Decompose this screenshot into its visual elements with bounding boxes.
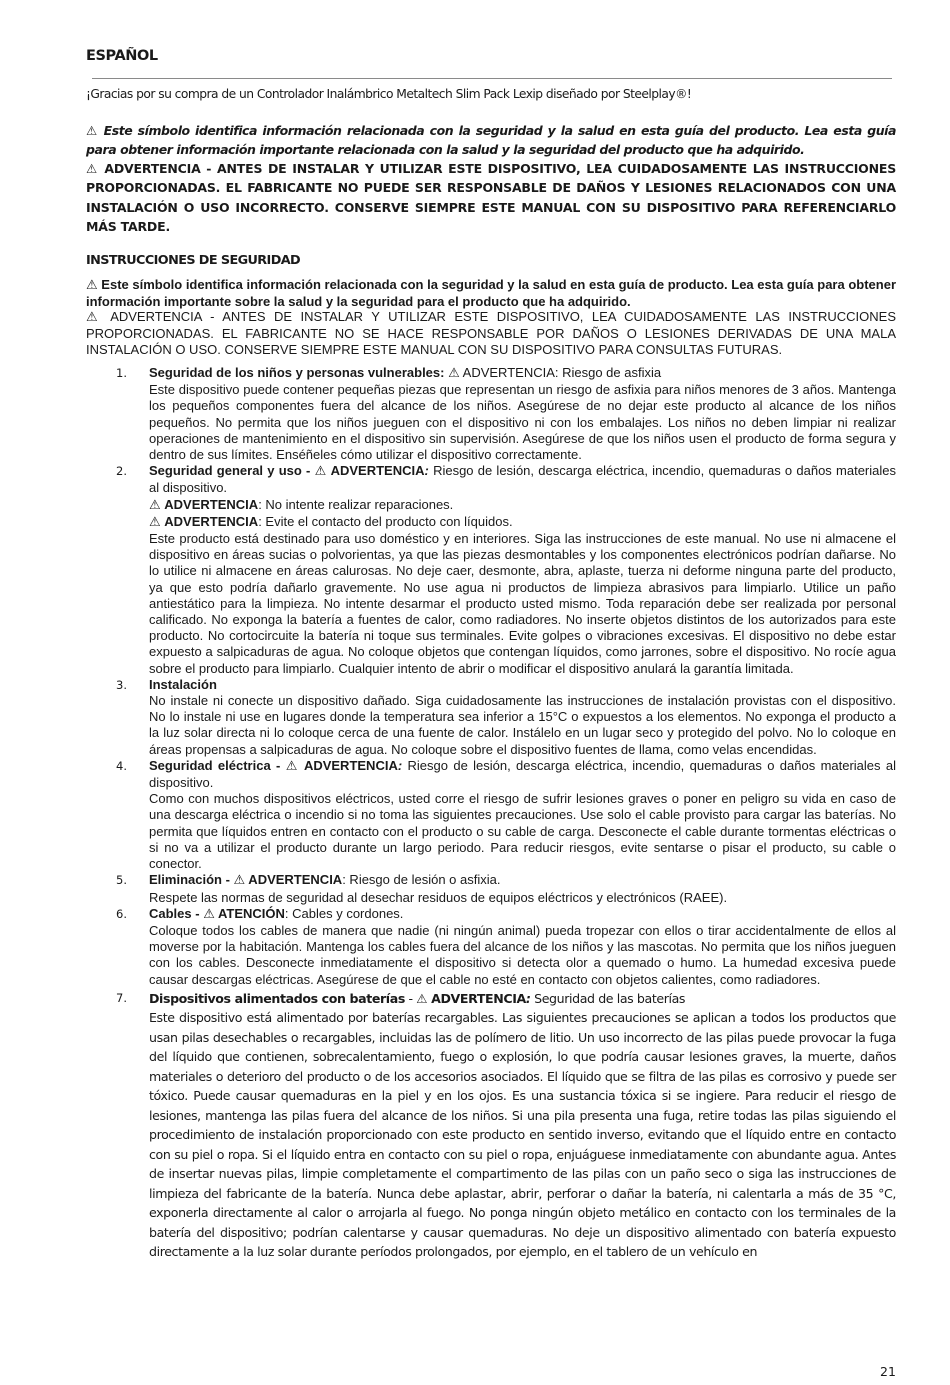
item-title-line xyxy=(149,758,896,791)
item-number: 2. xyxy=(116,464,127,479)
item-title-rest: : Cables y cordones. xyxy=(284,905,404,921)
safety-intro-caps xyxy=(86,309,896,359)
header-warning-italic-text: Este símbolo identifica información relacionada con la seguridad y la salud en esta guía del producto. Lea esta guía para obtener información importante relacionada con la salud y la seguridad del producto que ha adquirido. xyxy=(86,123,896,158)
item-warning-label: ADVERTENCIA xyxy=(164,513,259,529)
title-divider xyxy=(92,78,892,79)
warning-triangle-icon: ⚠ xyxy=(86,123,99,138)
item-title: Seguridad eléctrica - xyxy=(149,757,286,773)
item-warning-text: : Evite el contacto del producto con líquidos. xyxy=(258,513,513,529)
warning-triangle-icon: ⚠ xyxy=(448,366,460,381)
warning-triangle-icon: ⚠ xyxy=(86,278,98,293)
header-warning-italic xyxy=(86,121,896,160)
warning-triangle-icon: ⚠ xyxy=(149,497,161,513)
item-title-warning: ATENCIÓN xyxy=(214,905,285,921)
header-warning-caps xyxy=(86,159,896,236)
safety-intro-bold-text: Este símbolo identifica información relacionada con la seguridad y la salud en esta guía de producto. Lea esta guía para obtener información importante sobre la salud y la seguridad para el producto que ha adquirido. xyxy=(86,277,896,310)
item-title-warning: ADVERTENCIA xyxy=(299,757,398,773)
item-title-colon: : xyxy=(397,757,403,773)
item-warning-line xyxy=(149,514,896,531)
item-title-rest: : Riesgo de lesión o asfixia. xyxy=(342,872,501,888)
item-title: Dispositivos alimentados con baterías xyxy=(149,990,405,1006)
item-title-warning: ADVERTENCIA xyxy=(245,872,343,888)
item-title: Cables - xyxy=(149,905,204,921)
safety-item-cables xyxy=(86,906,896,988)
header-warning-caps-text: ADVERTENCIA - ANTES DE INSTALAR Y UTILIZAR ESTE DISPOSITIVO, LEA CUIDADOSAMENTE LAS INSTRUCCIONES PROPORCIONADAS. EL FABRICANTE NO PUEDE SER RESPONSABLE DE DAÑOS Y LESIONES RELACIONADOS CON UNA INSTALACIÓN O USO INCORRECTO. CONSERVE SIEMPRE ESTE MANUAL CON SU DISPOSITIVO PARA REFERENCIARLO MÁS TARDE. xyxy=(86,161,896,234)
safety-item-disposal xyxy=(86,872,896,905)
item-number: 1. xyxy=(116,366,127,380)
item-warning-label: ADVERTENCIA xyxy=(164,496,259,512)
item-title-rest: ADVERTENCIA: Riesgo de asfixia xyxy=(459,365,662,380)
item-title: Eliminación - xyxy=(149,872,234,888)
item-warning-text: : No intente realizar reparaciones. xyxy=(258,496,454,512)
item-number: 3. xyxy=(116,677,127,692)
item-title-colon: : xyxy=(525,990,531,1006)
item-number: 7. xyxy=(116,990,127,1005)
safety-heading: INSTRUCCIONES DE SEGURIDAD xyxy=(86,253,301,268)
page-number: 21 xyxy=(880,1364,896,1379)
item-title-line xyxy=(149,365,896,382)
safety-item-batteries xyxy=(86,989,896,1262)
item-title-line xyxy=(149,463,896,496)
warning-triangle-icon: ⚠ xyxy=(149,514,161,530)
item-title-warning: ADVERTENCIA xyxy=(427,990,526,1006)
safety-list xyxy=(86,365,896,1262)
item-title: Seguridad general y uso - xyxy=(149,463,315,479)
item-title-warning: ADVERTENCIA xyxy=(326,463,425,479)
safety-item-installation xyxy=(86,677,896,758)
warning-triangle-icon: ⚠ xyxy=(314,464,327,480)
safety-item-general-use xyxy=(86,463,896,677)
warning-triangle-icon: ⚠ xyxy=(233,873,246,889)
language-title: ESPAÑOL xyxy=(86,48,158,64)
item-title-line xyxy=(149,906,896,923)
item-body: Coloque todos los cables de manera que nadie (ni ningún animal) pueda tropezar con ellos o tirar accidentalmente de ellos al moverse por la habitación. Mantenga los cables fuera del alcance de los niños y las mascotas. No permita que los niños jueguen con los cables. Desconecte inmediatamente el dispositivo si detecta olor a quemado o humo. La humedad excesiva puede causar descargas eléctricas. Asegúrese de que el cable no esté en contacto con objetos calientes, como radiadores. xyxy=(149,922,896,987)
item-number: 6. xyxy=(116,906,127,921)
item-title-colon: : xyxy=(424,463,429,479)
item-body: Como con muchos dispositivos eléctricos, usted corre el riesgo de sufrir lesiones graves o poner en peligro su vida en caso de una descarga eléctrica o incendio si no toma las siguientes precauciones. Use solo el cable provisto para cargar las baterías. No permita que líquidos entren en contacto con el producto o su cable de carga. Desconecte el cable durante tormentas eléctricas o si no va a utilizar el producto durante un largo periodo. Para reducir riesgos, evite sentarse o pisar el producto, su cable o conector. xyxy=(149,791,896,872)
item-body: Este dispositivo está alimentado por baterías recargables. Las siguientes precauciones se aplican a todos los productos que usan pilas desechables o recargables, incluidas las de polímero de litio. Un uso incorrecto de las pilas puede provocar la fuga del líquido que contienen, sobrecalentamiento, fuego o explosión, lo que podría causar lesiones graves, la muerte, daños materiales o deterioro del producto o de los accesorios asociados. El líquido que se filtra de las pilas es corrosivo y puede ser tóxico. Puede causar quemaduras en la piel y en los ojos. Es una sustancia tóxica si se ingiere. Para reducir el riesgo de lesiones, mantenga las pilas fuera del alcance de los niños. Si una pila presenta una fuga, retire todas las pilas siguiendo el procedimiento de instalación proporcionado con este producto en sentido inverso, evitando que el líquido entre en contacto con su piel o ropa. Si el líquido entra en contacto con su piel o ropa, enjuáguese inmediatamente con abundante agua. Antes de insertar nuevas pilas, limpie completamente el compartimento de las pilas con un paño seco o siga las instrucciones de limpieza del fabricante de la batería. Nunca debe aplastar, abrir, perforar o dañar la batería, ni calentarla a más de 35 °C, exponerla directamente al calor o arrojarla al fuego. No ponga ningún objeto metálico en contacto con los terminales de la batería del dispositivo; podrían calentarse y causar quemaduras. No deje un dispositivo alimentado con batería expuesto directamente a la luz solar durante períodos prolongados, por ejemplo, en el tablero de un vehículo en xyxy=(149,1010,896,1260)
item-body: Este dispositivo puede contener pequeñas piezas que representan un riesgo de asfixia para niños menores de 3 años. Mantenga los pequeños componentes fuera del alcance de los niños. Asegúrese de no dejar este producto al alcance de los niños pequeños. No permita que los niños jueguen con el dispositivo ni con los embalajes. Los niños no deben limpiar ni realizar operaciones de mantenimiento en el dispositivo sin supervisión. Asegúrese de que los niños usen el producto de forma segura y dentro de sus límites. Enséñeles cómo utilizar el dispositivo correctamente. xyxy=(149,382,896,463)
warning-triangle-icon: ⚠ xyxy=(285,758,300,774)
item-title-rest: Riesgo de lesión, descarga eléctrica, incendio, quemaduras o daños materiales al dispositivo. xyxy=(149,463,896,496)
item-title-dash: - xyxy=(404,990,417,1006)
item-number: 4. xyxy=(116,758,127,773)
item-title-line xyxy=(149,677,896,693)
safety-item-children xyxy=(86,365,896,463)
warning-triangle-icon: ⚠ xyxy=(86,310,103,325)
item-title: Seguridad de los niños y personas vulnerables: xyxy=(149,365,445,380)
item-title-rest: Riesgo de lesión, descarga eléctrica, incendio, quemaduras o daños materiales al dispositivo. xyxy=(149,757,896,791)
item-body: Respete las normas de seguridad al desechar residuos de equipos eléctricos y electrónicos (RAEE). xyxy=(149,889,728,905)
warning-triangle-icon: ⚠ xyxy=(416,990,428,1006)
item-title-line xyxy=(149,989,896,1009)
item-warning-line xyxy=(149,497,896,514)
thanks-line: ¡Gracias por su compra de un Controlador Inalámbrico Metaltech Slim Pack Lexip diseñado por Steelplay®! xyxy=(86,87,692,101)
item-title: Instalación xyxy=(149,676,217,692)
safety-item-electrical xyxy=(86,758,896,872)
item-body: No instale ni conecte un dispositivo dañado. Siga cuidadosamente las instrucciones de instalación provistas con el dispositivo. No lo instale ni use en lugares donde la temperatura sea inferior a 15°C o expuestos a los elementos. No exponga el producto a la luz solar directa ni lo coloque cerca de una fuente de calor. Instálelo en un lugar seco y protegido del polvo. No lo coloque en áreas propensas a salpicaduras de agua. No coloque sobre el dispositivo fuentes de llama, como velas encendidas. xyxy=(149,693,896,757)
item-title-rest: Seguridad de las baterías xyxy=(530,990,686,1006)
item-title-line xyxy=(149,872,896,889)
item-number: 5. xyxy=(116,873,127,888)
safety-intro-caps-text: ADVERTENCIA - ANTES DE INSTALAR Y UTILIZAR ESTE DISPOSITIVO, LEA CUIDADOSAMENTE LAS INSTRUCCIONES PROPORCIONADAS. EL FABRICANTE NO SE HACE RESPONSABLE POR DAÑOS O LESIONES DERIVADAS DE UNA MALA INSTALACIÓN O USO. CONSERVE SIEMPRE ESTE MANUAL CON SU DISPOSITIVO PARA CONSULTAS FUTURAS. xyxy=(86,309,896,358)
warning-triangle-icon: ⚠ xyxy=(86,161,99,176)
safety-intro-bold xyxy=(86,277,896,310)
item-body: Este producto está destinado para uso doméstico y en interiores. Siga las instrucciones de este manual. No use ni almacene el dispositivo en áreas sucias o polvorientas, ya que las piezas desmontables y los componentes electrónicos podrían dañarse. No lo utilice ni almacene en áreas calurosas. No deje caer, desmonte, abra, aplaste, tuerza ni deforme ninguna parte del producto, ya que esto podría dañarlo gravemente. No use agua ni productos de limpieza abrasivos para limpiarlo. Utilice un paño antiestático para la limpieza. No intente desarmar el producto usted mismo. Toda reparación debe ser realizada por personal calificado. No exponga la batería a fuentes de calor, como radiadores. No inserte objetos distintos de los autorizados para este producto. No cortocircuite la batería ni toque sus terminales. Evite golpes o vibraciones excesivas. El dispositivo no debe estar expuesto a salpicaduras de agua. No coloque objetos que contengan líquidos, como jarrones, sobre el dispositivo. No rocíe agua sobre el producto para limpiarlo. Cualquier intento de abrir o modificar el dispositivo anulará la garantía limitada. xyxy=(149,531,896,676)
warning-triangle-icon: ⚠ xyxy=(203,906,215,922)
